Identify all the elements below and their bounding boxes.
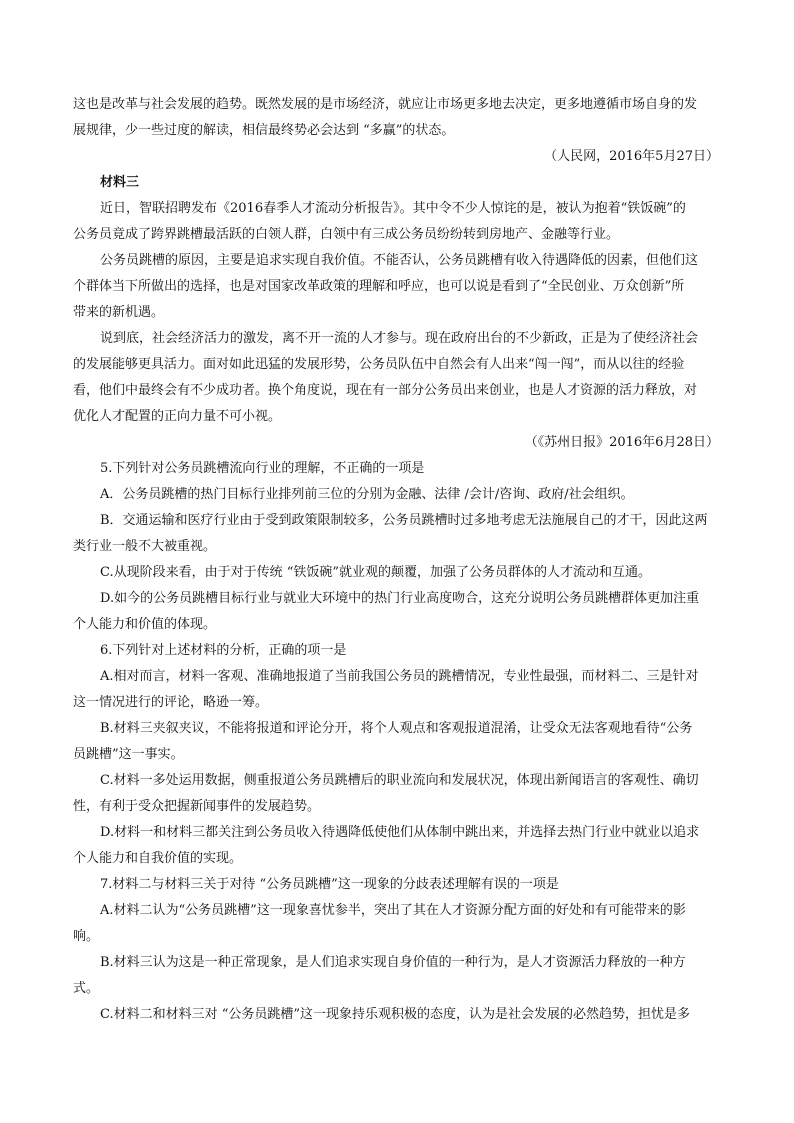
option-b: B．交通运输和医疗行业由于受到政策限制较多，公务员跳槽时过多地考虑无法施展自己的才干，因此这两 <box>100 513 708 528</box>
option-b: B.材料三夹叙夹议，不能将报道和评论分开，将个人观点和客观报道混淆，让受众无法客观地看待“公务 <box>100 721 693 736</box>
paragraph-line: 这也是改革与社会发展的趋势。既然发展的是市场经济，就应让市场更多地去决定，更多地遵循市场自身的发 <box>73 97 698 112</box>
section-heading: 材料三 <box>100 175 140 190</box>
option-b: 员跳槽”这一事实。 <box>73 747 184 762</box>
option-c: C.从现阶段来看，由于对于传统 “铁饭碗”就业观的颠覆，加强了公务员群体的人才流动和互通。 <box>100 565 652 580</box>
paragraph-line: 公务员跳槽的原因，主要是追求实现自我价值。不能否认，公务员跳槽有收入待遇降低的因素，但他们这 <box>100 253 699 268</box>
question-stem: 6.下列针对上述材料的分析，正确的项一是 <box>100 643 347 658</box>
option-c: C.材料二和材料三对 “公务员跳槽”这一现象持乐观积极的态度，认为是社会发展的必然趋势，担忧是多 <box>100 1007 691 1022</box>
option-b: 类行业一般不大被重视。 <box>73 539 217 554</box>
paragraph-line: 个群体当下所做出的选择，也是对国家改革政策的理解和呼应，也可以说是看到了“全民创业、万众创新”所 <box>73 279 685 294</box>
option-a: 这一情况进行的评论，略逊一筹。 <box>73 695 269 710</box>
option-a: A.材料二认为“公务员跳槽”这一现象喜忧参半，突出了其在人才资源分配方面的好处和有可能带来的影 <box>100 903 686 918</box>
paragraph-line: 近日，智联招聘发布《2016春季人才流动分析报告》。其中令不少人惊诧的是，被认为抱着“铁饭碗”的 <box>100 201 686 216</box>
option-d: 个人能力和价值的体现。 <box>73 617 217 632</box>
option-d: D.如今的公务员跳槽目标行业与就业大环境中的热门行业高度吻合，这充分说明公务员跳槽群体更加注重 <box>100 591 700 606</box>
option-c: C.材料一多处运用数据，侧重报道公务员跳槽后的职业流向和发展状况，体现出新闻语言的客观性、确切 <box>100 773 699 788</box>
option-b: B.材料三认为这是一种正常现象，是人们追求实现自身价值的一种行为，是人才资源活力释放的一种方 <box>100 955 686 970</box>
question-stem: 7.材料二与材料三关于对待 “公务员跳槽”这一现象的分歧表述理解有误的一项是 <box>100 877 559 892</box>
option-a: 响。 <box>73 929 100 944</box>
paragraph-line: 公务员竟成了跨界跳槽最活跃的白领人群，白领中有三成公务员纷纷转到房地产、金融等行业。 <box>73 227 620 242</box>
option-a: A．公务员跳槽的热门目标行业排列前三位的分别为金融、法律 /会计/咨询、政府/社会组织。 <box>100 487 634 502</box>
paragraph-line: 带来的新机遇。 <box>73 305 165 320</box>
option-d: 个人能力和自我价值的实现。 <box>73 851 243 866</box>
paragraph-line: 的发展能够更具活力。面对如此迅猛的发展形势，公务员队伍中自然会有人出来“闯一闯”，而从以往的经验 <box>73 357 685 372</box>
source-citation: （人民网，2016年5月27日） <box>544 149 719 164</box>
question-stem: 5.下列针对公务员跳槽流向行业的理解，不正确的一项是 <box>100 461 425 476</box>
option-b: 式。 <box>73 981 100 996</box>
paragraph-line: 优化人才配置的正向力量不可小视。 <box>73 409 282 424</box>
option-c: 性，有利于受众把握新闻事件的发展趋势。 <box>73 799 321 814</box>
option-a: A.相对而言，材料一客观、准确地报道了当前我国公务员的跳槽情况，专业性最强，而材料二、三是针对 <box>100 669 699 684</box>
paragraph-line: 说到底，社会经济活力的激发，离不开一流的人才参与。现在政府出台的不少新政，正是为了使经济社会 <box>100 331 699 346</box>
paragraph-line: 看，他们中最终会有不少成功者。换个角度说，现在有一部分公务员出来创业，也是人才资源的活力释放，对 <box>73 383 698 398</box>
option-d: D.材料一和材料三都关注到公务员收入待遇降低使他们从体制中跳出来，并选择去热门行业中就业以追求 <box>100 825 700 840</box>
paragraph-line: 展规律，少一些过度的解读，相信最终势必会达到 “多赢”的状态。 <box>73 123 455 138</box>
source-citation: （《苏州日报》2016年6月28日） <box>524 435 719 450</box>
